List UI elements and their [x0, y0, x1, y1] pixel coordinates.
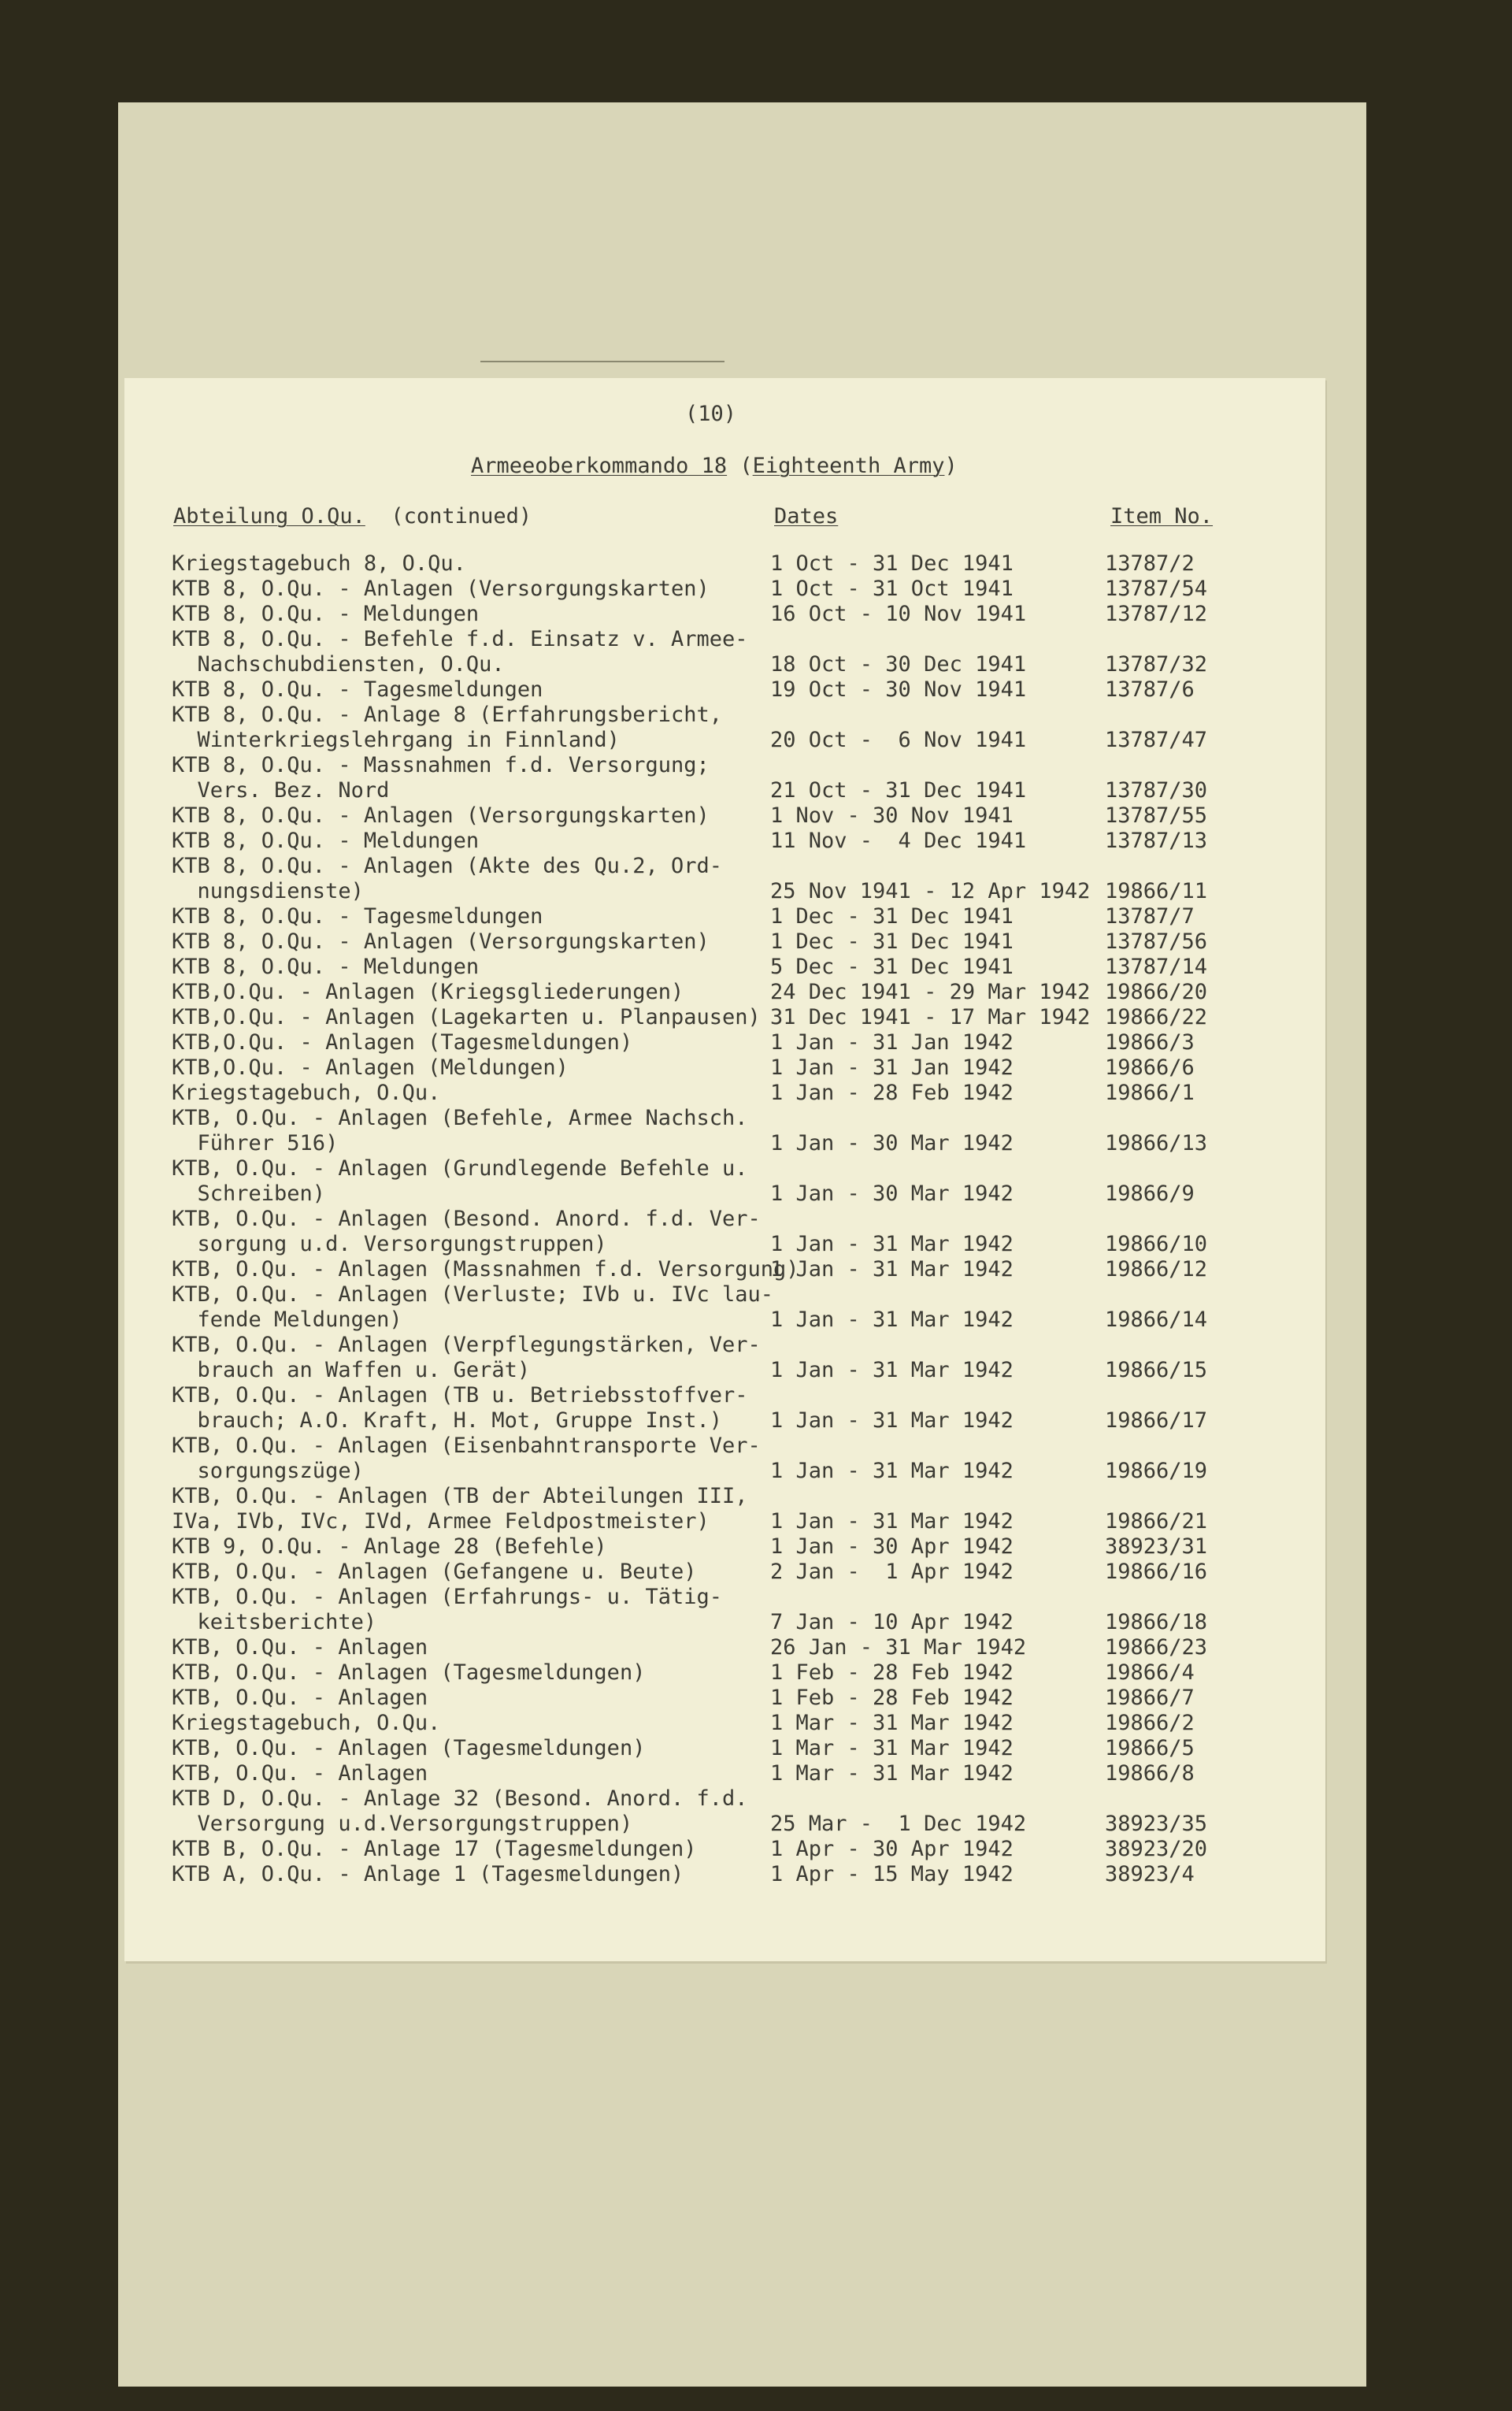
entry-item-number: 13787/32	[1105, 652, 1208, 677]
list-item	[124, 1484, 1325, 1534]
entry-dates: 1 Jan - 31 Mar 1942	[770, 1509, 1014, 1534]
entry-description-line: KTB 8, O.Qu. - Anlagen (Versorgungskarten)	[172, 577, 710, 601]
entry-description	[172, 1660, 645, 1686]
entry-dates: 20 Oct - 6 Nov 1941	[770, 728, 1027, 752]
entry-item-number: 19866/9	[1105, 1181, 1195, 1206]
list-item	[124, 929, 1325, 955]
entry-description	[172, 1534, 607, 1560]
entry-description-line: KTB, O.Qu. - Anlagen (Besond. Anord. f.d. Ver-	[172, 1207, 761, 1231]
entry-description	[172, 1837, 696, 1862]
document-page	[124, 378, 1325, 1961]
entry-item-number: 19866/6	[1105, 1055, 1195, 1080]
list-item	[124, 1106, 1325, 1156]
entry-description-line: KTB,O.Qu. - Anlagen (Kriegsgliederungen)	[172, 980, 684, 1004]
list-item	[124, 1333, 1325, 1383]
list-item	[124, 1837, 1325, 1862]
entry-item-number: 19866/10	[1105, 1232, 1208, 1256]
entry-description-line: KTB, O.Qu. - Anlagen (Tagesmeldungen)	[172, 1736, 646, 1760]
entry-dates: 25 Nov 1941 - 12 Apr 1942	[770, 879, 1091, 903]
entry-item-number: 19866/5	[1105, 1736, 1195, 1760]
entry-description	[172, 1434, 761, 1484]
entry-description	[172, 602, 479, 627]
entry-description-line: KTB 8, O.Qu. - Meldungen	[172, 955, 480, 979]
entry-item-number: 13787/7	[1105, 904, 1195, 929]
list-item	[124, 627, 1325, 677]
entry-dates: 1 Jan - 30 Mar 1942	[770, 1131, 1014, 1155]
entry-dates: 1 Jan - 28 Feb 1942	[770, 1081, 1014, 1105]
list-item	[124, 980, 1325, 1005]
entry-description	[172, 1055, 569, 1081]
list-item	[124, 1560, 1325, 1585]
entry-description-line: KTB, O.Qu. - Anlagen (Massnahmen f.d. Versorgung)	[172, 1257, 799, 1282]
entry-item-number: 19866/16	[1105, 1560, 1208, 1584]
entry-description	[172, 1106, 748, 1156]
entry-dates: 1 Nov - 30 Nov 1941	[770, 803, 1014, 828]
entry-description-line: KTB, O.Qu. - Anlagen (Gefangene u. Beute)	[172, 1560, 697, 1584]
entry-description	[172, 577, 710, 602]
entry-description	[172, 627, 748, 677]
entry-description-line: KTB, O.Qu. - Anlagen (Verpflegungstärken, Ver-	[172, 1333, 761, 1357]
entry-dates: 1 Mar - 31 Mar 1942	[770, 1761, 1014, 1786]
entry-item-number: 38923/31	[1105, 1534, 1208, 1559]
entry-description-line: KTB,O.Qu. - Anlagen (Meldungen)	[172, 1055, 569, 1080]
entry-description-line: KTB A, O.Qu. - Anlage 1 (Tagesmeldungen)	[172, 1862, 684, 1886]
list-item	[124, 1862, 1325, 1887]
entry-dates: 21 Oct - 31 Dec 1941	[770, 778, 1027, 803]
entry-dates: 18 Oct - 30 Dec 1941	[770, 652, 1027, 677]
entry-dates: 1 Apr - 30 Apr 1942	[770, 1837, 1014, 1861]
entry-item-number: 13787/12	[1105, 602, 1208, 626]
entry-description-line: Kriegstagebuch, O.Qu.	[172, 1081, 441, 1105]
entry-description-line: KTB 8, O.Qu. - Tagesmeldungen	[172, 904, 543, 929]
list-item	[124, 854, 1325, 904]
list-item	[124, 1761, 1325, 1786]
entry-description	[172, 1761, 428, 1786]
list-item	[124, 677, 1325, 703]
entry-description-line: Schreiben)	[172, 1181, 326, 1206]
list-item	[124, 1585, 1325, 1635]
entry-description-line: KTB, O.Qu. - Anlagen (Befehle, Armee Nachsch.	[172, 1106, 748, 1130]
entry-dates: 1 Dec - 31 Dec 1941	[770, 929, 1014, 954]
entry-description-line: sorgungszüge)	[172, 1459, 364, 1483]
list-item	[124, 1686, 1325, 1711]
list-item	[124, 955, 1325, 980]
entry-dates: 1 Apr - 15 May 1942	[770, 1862, 1014, 1886]
entry-description	[172, 1030, 632, 1055]
entry-description	[172, 703, 722, 753]
continued-label: (continued)	[391, 504, 532, 529]
entry-item-number: 19866/17	[1105, 1408, 1208, 1433]
entry-description	[172, 1560, 696, 1585]
list-item	[124, 1635, 1325, 1660]
entry-item-number: 38923/4	[1105, 1862, 1195, 1886]
entry-dates: 19 Oct - 30 Nov 1941	[770, 677, 1027, 702]
entry-dates: 31 Dec 1941 - 17 Mar 1942	[770, 1005, 1091, 1029]
entry-item-number: 19866/12	[1105, 1257, 1208, 1282]
entry-description	[172, 1736, 645, 1761]
entry-dates: 1 Feb - 28 Feb 1942	[770, 1660, 1014, 1685]
list-item	[124, 1257, 1325, 1282]
entry-dates: 1 Jan - 31 Mar 1942	[770, 1308, 1014, 1332]
list-item	[124, 1005, 1325, 1030]
heading-translation-text: Eighteenth Army	[752, 454, 945, 478]
entry-description-line: KTB,O.Qu. - Anlagen (Lagekarten u. Planpausen)	[172, 1005, 761, 1029]
entry-dates: 26 Jan - 31 Mar 1942	[770, 1635, 1027, 1660]
entry-description-line: KTB 8, O.Qu. - Meldungen	[172, 829, 480, 853]
section-title: Abteilung O.Qu.	[173, 504, 365, 529]
entry-item-number: 19866/20	[1105, 980, 1208, 1004]
entry-item-number: 19866/18	[1105, 1610, 1208, 1634]
entry-description-line: KTB, O.Qu. - Anlagen (Grundlegende Befehle u.	[172, 1156, 748, 1181]
entry-item-number: 19866/4	[1105, 1660, 1195, 1685]
entry-description	[172, 1862, 684, 1887]
entry-item-number: 19866/19	[1105, 1459, 1208, 1483]
entry-description	[172, 1484, 748, 1534]
page-number: (10)	[685, 402, 737, 426]
entry-item-number: 13787/56	[1105, 929, 1208, 954]
entry-dates: 11 Nov - 4 Dec 1941	[770, 829, 1027, 853]
list-item	[124, 1282, 1325, 1333]
entry-dates: 1 Jan - 31 Mar 1942	[770, 1358, 1014, 1382]
list-item	[124, 904, 1325, 929]
list-item	[124, 551, 1325, 577]
list-item	[124, 829, 1325, 854]
dates-column-header: Dates	[774, 504, 839, 529]
list-item	[124, 577, 1325, 602]
entry-item-number: 19866/7	[1105, 1686, 1195, 1710]
list-item	[124, 1055, 1325, 1081]
entry-description-line: sorgung u.d. Versorgungstruppen)	[172, 1232, 607, 1256]
entry-dates: 5 Dec - 31 Dec 1941	[770, 955, 1014, 979]
entry-description	[172, 1635, 428, 1660]
entry-item-number: 19866/14	[1105, 1308, 1208, 1332]
entry-item-number: 19866/2	[1105, 1711, 1195, 1735]
entry-description	[172, 1257, 799, 1282]
entry-description-line: KTB, O.Qu. - Anlagen	[172, 1635, 428, 1660]
entry-item-number: 19866/23	[1105, 1635, 1208, 1660]
heading-organization: Armeeoberkommando 18	[471, 454, 728, 478]
entry-description	[172, 1585, 722, 1635]
entry-dates: 1 Oct - 31 Dec 1941	[770, 551, 1014, 576]
entry-description-line: Winterkriegslehrgang in Finnland)	[172, 728, 620, 752]
entry-dates: 16 Oct - 10 Nov 1941	[770, 602, 1027, 626]
entry-description-line: Nachschubdiensten, O.Qu.	[172, 652, 505, 677]
entry-description-line: KTB, O.Qu. - Anlagen	[172, 1761, 428, 1786]
entries-list	[124, 551, 1325, 1887]
entry-dates: 1 Jan - 30 Apr 1942	[770, 1534, 1014, 1559]
entry-description-line: KTB 8, O.Qu. - Befehle f.d. Einsatz v. Armee-	[172, 627, 748, 651]
entry-dates: 1 Jan - 31 Jan 1942	[770, 1030, 1014, 1055]
entry-description	[172, 1383, 748, 1434]
entry-item-number: 13787/6	[1105, 677, 1195, 702]
entry-item-number: 19866/21	[1105, 1509, 1208, 1534]
entry-dates: 1 Mar - 31 Mar 1942	[770, 1711, 1014, 1735]
entry-dates: 1 Jan - 31 Mar 1942	[770, 1459, 1014, 1483]
entry-description-line: KTB, O.Qu. - Anlagen (Erfahrungs- u. Tätig-	[172, 1585, 722, 1609]
entry-description-line: KTB 8, O.Qu. - Anlagen (Akte des Qu.2, Ord-	[172, 854, 722, 878]
entry-description	[172, 904, 543, 929]
item-column-header: Item No.	[1110, 504, 1214, 529]
entry-item-number: 13787/2	[1105, 551, 1195, 576]
entry-item-number: 19866/11	[1105, 879, 1208, 903]
entry-dates: 1 Dec - 31 Dec 1941	[770, 904, 1014, 929]
entry-item-number: 19866/8	[1105, 1761, 1195, 1786]
entry-dates: 1 Jan - 31 Jan 1942	[770, 1055, 1014, 1080]
entry-dates: 1 Mar - 31 Mar 1942	[770, 1736, 1014, 1760]
entry-dates: 1 Feb - 28 Feb 1942	[770, 1686, 1014, 1710]
entry-item-number: 19866/22	[1105, 1005, 1208, 1029]
entry-description-line: KTB 8, O.Qu. - Anlagen (Versorgungskarten)	[172, 929, 710, 954]
divider-line	[480, 361, 724, 362]
entry-description-line: KTB 9, O.Qu. - Anlage 28 (Befehle)	[172, 1534, 607, 1559]
entry-description-line: KTB,O.Qu. - Anlagen (Tagesmeldungen)	[172, 1030, 633, 1055]
entry-item-number: 38923/20	[1105, 1837, 1208, 1861]
entry-dates: 7 Jan - 10 Apr 1942	[770, 1610, 1014, 1634]
entry-item-number: 13787/14	[1105, 955, 1208, 979]
entry-dates: 1 Jan - 31 Mar 1942	[770, 1257, 1014, 1282]
entry-item-number: 38923/35	[1105, 1812, 1208, 1836]
entry-item-number: 13787/30	[1105, 778, 1208, 803]
list-item	[124, 1534, 1325, 1560]
entry-description-line: KTB 8, O.Qu. - Anlage 8 (Erfahrungsbericht,	[172, 703, 722, 727]
entry-description	[172, 1786, 748, 1837]
entry-description	[172, 955, 479, 980]
entry-dates: 1 Jan - 31 Mar 1942	[770, 1408, 1014, 1433]
entry-dates: 1 Jan - 30 Mar 1942	[770, 1181, 1014, 1206]
list-item	[124, 1081, 1325, 1106]
entry-description-line: brauch; A.O. Kraft, H. Mot, Gruppe Inst.)	[172, 1408, 722, 1433]
entry-description	[172, 1156, 748, 1207]
entry-description	[172, 803, 710, 829]
entry-description-line: Versorgung u.d.Versorgungstruppen)	[172, 1812, 633, 1836]
entry-description	[172, 1711, 440, 1736]
entry-description-line: Kriegstagebuch 8, O.Qu.	[172, 551, 466, 576]
document-heading	[471, 454, 958, 479]
list-item	[124, 1434, 1325, 1484]
list-item	[124, 1660, 1325, 1686]
list-item	[124, 1383, 1325, 1434]
entry-item-number: 19866/3	[1105, 1030, 1195, 1055]
list-item	[124, 1207, 1325, 1257]
entry-description-line: KTB 8, O.Qu. - Tagesmeldungen	[172, 677, 543, 702]
entry-item-number: 19866/1	[1105, 1081, 1195, 1105]
entry-dates: 25 Mar - 1 Dec 1942	[770, 1812, 1027, 1836]
entry-dates: 1 Oct - 31 Oct 1941	[770, 577, 1014, 601]
entry-item-number: 13787/54	[1105, 577, 1208, 601]
entry-description-line: KTB D, O.Qu. - Anlage 32 (Besond. Anord. f.d.	[172, 1786, 748, 1811]
entry-dates: 2 Jan - 1 Apr 1942	[770, 1560, 1014, 1584]
entry-description	[172, 1081, 440, 1106]
entry-description	[172, 854, 722, 904]
list-item	[124, 703, 1325, 753]
list-item	[124, 753, 1325, 803]
entry-description-line: KTB, O.Qu. - Anlagen (Eisenbahntransporte Ver-	[172, 1434, 761, 1458]
entry-description-line: KTB 8, O.Qu. - Anlagen (Versorgungskarten)	[172, 803, 710, 828]
entry-description	[172, 980, 684, 1005]
entry-description-line: KTB, O.Qu. - Anlagen (TB u. Betriebsstoffver-	[172, 1383, 748, 1408]
entry-description-line: KTB, O.Qu. - Anlagen (Verluste; IVb u. IVc lau-	[172, 1282, 774, 1307]
list-item	[124, 602, 1325, 627]
entry-description	[172, 1686, 428, 1711]
list-item	[124, 1711, 1325, 1736]
entry-description-line: KTB, O.Qu. - Anlagen (TB der Abteilungen III,	[172, 1484, 748, 1508]
entry-item-number: 13787/55	[1105, 803, 1208, 828]
entry-dates: 24 Dec 1941 - 29 Mar 1942	[770, 980, 1091, 1004]
entry-description-line: KTB B, O.Qu. - Anlage 17 (Tagesmeldungen)	[172, 1837, 697, 1861]
entry-item-number: 13787/13	[1105, 829, 1208, 853]
entry-description	[172, 1333, 761, 1383]
entry-description-line: Führer 516)	[172, 1131, 339, 1155]
entry-item-number: 13787/47	[1105, 728, 1208, 752]
entry-description	[172, 1207, 761, 1257]
entry-description	[172, 829, 479, 854]
list-item	[124, 1786, 1325, 1837]
entry-item-number: 19866/13	[1105, 1131, 1208, 1155]
entry-description-line: IVa, IVb, IVc, IVd, Armee Feldpostmeister)	[172, 1509, 710, 1534]
list-item	[124, 1156, 1325, 1207]
entry-dates: 1 Jan - 31 Mar 1942	[770, 1232, 1014, 1256]
entry-description-line: nungsdienste)	[172, 879, 364, 903]
entry-description	[172, 677, 543, 703]
entry-description-line: brauch an Waffen u. Gerät)	[172, 1358, 531, 1382]
entry-description-line: KTB 8, O.Qu. - Meldungen	[172, 602, 480, 626]
entry-description-line: keitsberichte)	[172, 1610, 377, 1634]
entry-description-line: KTB 8, O.Qu. - Massnahmen f.d. Versorgung;	[172, 753, 710, 777]
entry-description-line: Vers. Bez. Nord	[172, 778, 390, 803]
entry-description	[172, 1282, 773, 1333]
heading-translation: (Eighteenth Army)	[739, 454, 958, 478]
list-item	[124, 803, 1325, 829]
entry-item-number: 19866/15	[1105, 1358, 1208, 1382]
entry-description	[172, 1005, 761, 1030]
entry-description	[172, 551, 466, 577]
entry-description-line: KTB, O.Qu. - Anlagen (Tagesmeldungen)	[172, 1660, 646, 1685]
entry-description	[172, 929, 710, 955]
list-item	[124, 1736, 1325, 1761]
section-header	[173, 504, 532, 529]
entry-description-line: fende Meldungen)	[172, 1308, 402, 1332]
entry-description-line: Kriegstagebuch, O.Qu.	[172, 1711, 441, 1735]
entry-description	[172, 753, 710, 803]
entry-description-line: KTB, O.Qu. - Anlagen	[172, 1686, 428, 1710]
list-item	[124, 1030, 1325, 1055]
